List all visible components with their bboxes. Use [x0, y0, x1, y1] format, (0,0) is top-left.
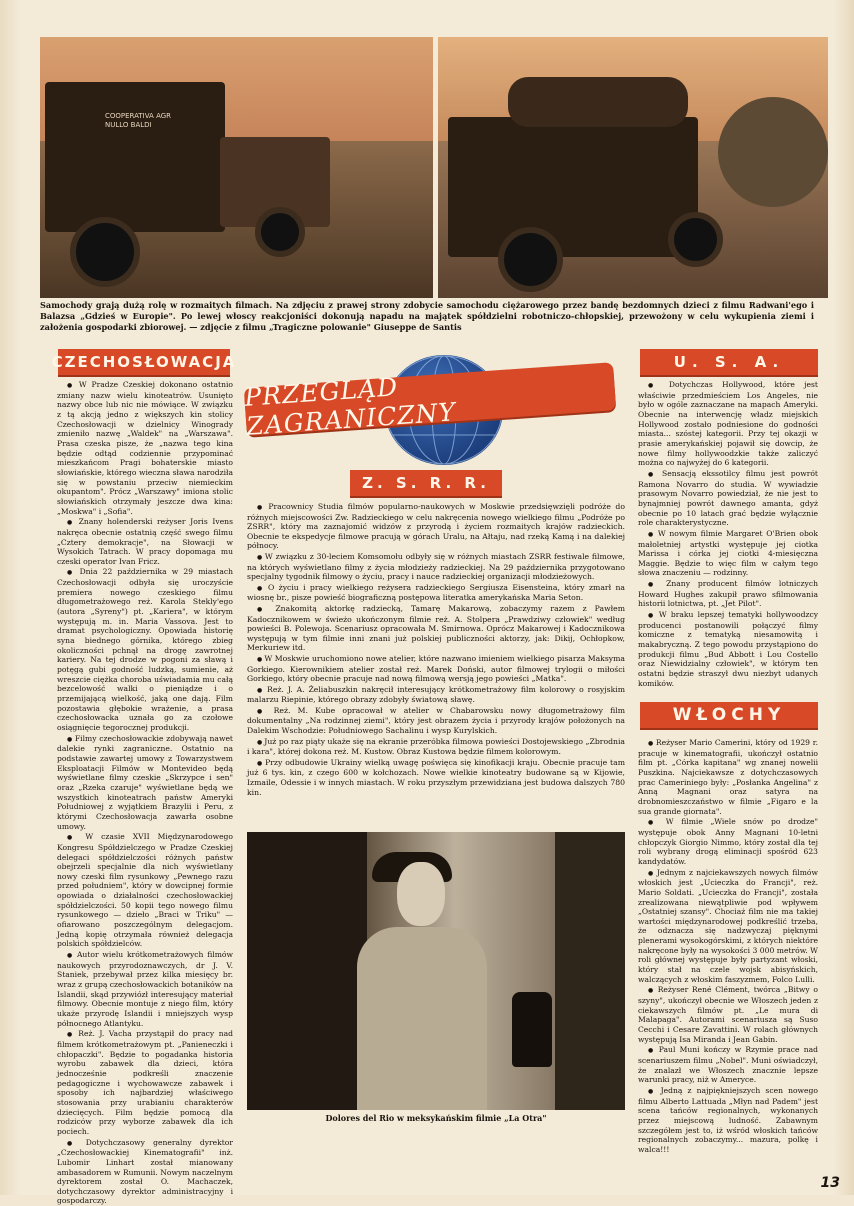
article-paragraph: ● Dnia 22 października w 29 miastach Czechosłowacji odbyła się uroczyście premiera nowego czeskiego filmu długometrażowego reż. Karola Stekly'ego (autora „Syreny") pt. „Kariera", w którym występują m. in. Maria Vassova. Jest to dramat psychologiczny. Opowiada historię syna biednego górnika, którego zbieg okoliczności pchnął na drogę zawrotnej kariery. Na tej drodze w pogoni za sławą i potęgą gubi godność ludzką, sumienie, aż wreszcie ciężka choroba uświadamia mu całą bezcelowość walki o pieniądze i o przemijającą wielkość, jaką one dają. Film pozostawia głębokie wrażenie, a prasa czechosłowacka uznała go za czołowe osiągnięcie tegorocznej produkcji. — [57, 567, 233, 732]
article-paragraph: ● Znany producent filmów lotniczych Howard Hughes zakupił prawo sfilmowania historii lotnictwa, pt. „Jet Pilot". — [638, 579, 818, 609]
article-paragraph: ● W braku lepszej tematyki hollywoodzcy producenci postanowili połączyć filmy komiczne z tematyką niesamowitą i makabryczną. Z tego powodu przystąpiono do produkcji filmu „Bud Abbott i Lou Costello oraz Niewidzialny człowiek", w którym ten ostatni będzie straszył dwu niezbyt udanych komików. — [638, 610, 818, 688]
article-paragraph: ● Reż. J. Vacha przystąpił do pracy nad filmem krótkometrażowym pt. „Panieneczki i chłopaczki". Będzie to pogadanka historia wyrobu zabawek dla dzieci, która jednocześnie podkreśli znaczenie pedagogiczne i wychowawcze zabawek i sposoby ich najbardziej właściwego stosowania przy urabianiu charakterów dziecięcych. Film będzie pomocą dla rodziców przy wyborze zabawek dla ich pociech. — [57, 1029, 233, 1136]
column-czechoslowacja — [57, 380, 233, 1206]
article-paragraph: ● W filmie „Wiele snów po drodze" występuje obok Anny Magnani 10-letni chłopczyk Giorgio Nimmo, który został dla tej roli wybrany drogą eliminacji spośród 623 kandydatów. — [638, 817, 818, 866]
article-paragraph: ● Filmy czechosłowackie zdobywają nawet dalekie rynki zagraniczne. Ostatnio na podstawie zawartej umowy z Towarzystwem Eksploatacji Filmów w Montevideo będą wyświetlane filmy czeskie „Skrzypce i sen" oraz „Rzeka czaruje" wyświetlane będą we wszystkich kinoteatrach państw Ameryki Południowej z wyjątkiem Brazylii i Peru, z którymi Czechosłowacja zawarła osobne umowy. — [57, 734, 233, 832]
article-paragraph: ● Autor wielu krótkometrażowych filmów naukowych przyrodoznawczych, dr J. V. Staniek, przebywał przez kilka miesięcy br. wraz z grupą czechosłowackich botaników na Islandii, skąd przywiózł interesujący materiał filmowy. Obecnie montuje z niego film, który ukaże przyrodę Islandii i mniejszych wysp północnego Atlantyku. — [57, 950, 233, 1028]
article-paragraph: ● Przy odbudowie Ukrainy wielką uwagę poświęca się kinofikacji kraju. Obecnie pracuje tam już 6 tys. kin, z czego 600 w kołchozach. Nowe wielkie kinoteatry budowane są w Kijowie, Izmaile, Odessie i w innych miastach. W roku przyszłym przewidziana jest budowa dalszych 780 kin. — [247, 758, 625, 797]
truck-sign: COOPERATIVA AGR NULLO BALDI — [105, 112, 172, 129]
column-wlochy — [638, 738, 818, 1154]
photo-dolores-del-rio — [247, 832, 625, 1110]
article-paragraph: ● Znakomitą aktorkę radziecką, Tamarę Makarową, zobaczymy razem z Pawłem Kadocznikowem w świeżo ukończonym filmie reż. A. Stolpera „Prawdziwy człowiek" według powieści B. Polewoja. Scenariusz opracowała M. Smirnowa. Oprócz Makarowej i Kadocznikowa występują w tym filmie inni znani już polskiej publiczności aktorzy, jak: Dikij, Ochłopkow, Merkuriew itd. — [247, 604, 625, 653]
portrait-caption: Dolores del Rio w meksykańskim filmie „La Otra" — [325, 1113, 547, 1123]
article-paragraph: ● O życiu i pracy wielkiego reżysera radzieckiego Sergiusza Eisensteina, który zmarł na wiosnę br., pisze powieść biograficzną postępowa literatka amerykańska Maria Seton. — [247, 583, 625, 603]
article-paragraph: ● Pracownicy Studia filmów popularno-naukowych w Moskwie przedsięwzięli podróże do różnych miejscowości Zw. Radzieckiego w celu nakręcenia nowego wielkiego filmu „Podróże po ZSRR", który ma zaznajomić widzów z przyrodą i życiem rozmaitych krajów radzieckich. Obecnie te ekspedycje filmowe pracują w górach Uralu, na Ałtaju, nad rzeką Kamą i na dalekiej północy. — [247, 502, 625, 551]
section-usa: U. S. A. — [640, 349, 818, 375]
article-paragraph: ● Jedną z najpiękniejszych scen nowego filmu Alberto Lattuada „Młyn nad Padem" jest scena tańców regionalnych, wykonanych przez miejscową ludność. Zabawnym szczegółem jest to, iż wśród włoskich tańców regionalnych zobaczymy... mazura, polkę i walca!!! — [638, 1086, 818, 1155]
article-paragraph: ● Jednym z najciekawszych nowych filmów włoskich jest „Ucieczka do Francji", reż. Mario Soldati. „Ucieczka do Francji", została zrealizowana niewątpliwie pod wpływem „Ostatniej szansy". Chociaż film nie ma takiej wartości międzynarodowej podkreślić trzeba, że odznacza się nadzwyczaj pięknymi plenerami wysokogórskimi, z których niektóre nakręcone były na wysokości 3 000 metrów. W roli głównej występuje były partyzant włoski, który stał na czele wojsk abisyńskich, walczących z włoskim faszyzmem, Folco Lulli. — [638, 868, 818, 985]
article-paragraph: ● Dotychczasowy generalny dyrektor „Czechosłowackiej Kinematografii" inż. Lubomir Linhart został mianowany ambasadorem w Rumunii. Nowym naczelnym dyrektorem został O. Machaczek, dotychczasowy dyrektor administracyjny i gospodarczy. — [57, 1138, 233, 1206]
article-paragraph: ● Znany holenderski reżyser Joris Ivens nakręca obecnie ostatnią część swego filmu „Cztery demokracje", na Słowacji w Wysokich Tatrach. W pracy dopomaga mu czeski operator Ivan Fricz. — [57, 517, 233, 566]
section-wlochy: WŁOCHY — [640, 702, 818, 728]
article-paragraph: ● Reżyser René Clément, twórca „Bitwy o szyny", ukończył obecnie we Włoszech jeden z ciekawszych filmów pt. „Le mura di Malapaga". Autorami scenariusza są Suso Cecchi i Cesare Zavattini. W rolach głównych występują Isa Miranda i Jean Gabin. — [638, 985, 818, 1044]
article-paragraph: ● W nowym filmie Margaret O'Brien obok małoletniej artystki występuje jej ciotka Marissa i córka jej ciotki 4-miesięczna Maggie. Będzie to więc film w całym tego słowa znaczeniu — rodzinny. — [638, 529, 818, 578]
article-paragraph: ● Sensacją ekssotilcy filmu jest powrót Ramona Novarro do studia. W wywiadzie prasowym Novarro powiedział, że nie jest to bynajmniej powrót dawnego amanta, gdyż obecnie po 10 latach grać będzie wyłącznie role charakterystyczne. — [638, 469, 818, 528]
article-paragraph: ● Reż. M. Kube opracował w atelier w Chabarowsku nowy długometrażowy film dokumentalny „Na rodzinnej ziemi", który jest obrazem życia i przyrody krajów położonych na Dalekim Wschodzie: Południowego Sachalinu i wysp Kurylskich. — [247, 706, 625, 736]
column-zsrr — [247, 502, 625, 824]
photo-truck-raid — [40, 37, 433, 298]
section-czechoslowacja: CZECHOSŁOWACJA — [58, 349, 230, 375]
article-paragraph: ● W Pradze Czeskiej dokonano ostatnio zmiany nazw wielu kinoteatrów. Usunięto nazwy obce lub nic nie mówiące. W związku z tą akcją jedno z większych kin stolicy Czechosłowacji w dzielnicy Winogrady zmieniło nazwę „Waldek" na „Warszawa". Prasa czeska pisze, że „nazwa tego kina będzie odtąd codziennie przypominać mieszkańcom Pragi bohaterskie miasto słowiańskie, którego wieczna sława narodziła się w powstaniu przeciw niemieckim okupantom". Prócz „Warszawy" imiona stolic słowiańskich otrzymały jeszcze dwa kina: „Moskwa" i „Sofia". — [57, 380, 233, 516]
article-paragraph: ● W Moskwie uruchomiono nowe atelier, które nazwano imieniem wielkiego pisarza Maksyma Gorkiego. Kierownikiem atelier został reż. Marek Doński, autor filmowej trylogii o miłości Gorkiego, który obecnie pracuje nad nową filmową wersją jego powieści „Matka". — [247, 654, 625, 684]
column-usa — [638, 380, 818, 698]
section-zsrr: Z. S. R. R. — [350, 470, 502, 496]
article-paragraph: ● Paul Muni kończy w Rzymie prace nad scenariuszem filmu „Nobel". Muni oświadczył, że znalazł we Włoszech znacznie lepsze warunki pracy, niż w Ameryce. — [638, 1045, 818, 1085]
article-paragraph: ● Reżyser Mario Camerini, który od 1929 r. pracuje w kinematografii, ukończył ostatnio film pt. „Córka kapitana" wg znanej nowelii Puszkina. Najciekawsze z dotychczasowych prac Cameriniego były: „Posłanka Angelina" z Anną Magnani oraz satyra na drobnomieszczaństwo w filmie „Figaro e la sua grande giornata". — [638, 738, 818, 816]
top-photo-caption: Samochody grają dużą rolę w rozmaitych filmach. Na zdjęciu z prawej strony zdobycie samochodu ciężarowego przez bandę bezdomnych dzieci z filmu Radwani'ego i Balazsa „Gdzieś w Europie". Po lewej włoscy reakcjoniści dokonują napadu na majątek spółdzielni robotniczo-chłopskiej, przewożony w celu wykupienia ziemi i założenia gospodarki zbiorowej. — zdjęcie z filmu „Tragiczne polowanie" Giuseppe de Santis — [40, 300, 814, 332]
page-number: 13 — [820, 1175, 840, 1191]
article-paragraph: ● W związku z 30-leciem Komsomołu odbyły się w różnych miastach ZSRR festiwale filmowe, na których wyświetlano filmy z życia młodzieży radzieckiej. Na 29 października przygotowano specjalny tygodnik filmowy o życiu, pracy i nauce radzieckiej organizacji młodzieżowych. — [247, 552, 625, 582]
article-paragraph: ● Już po raz piąty ukaże się na ekranie przeróbka filmowa powieści Dostojewskiego „Zbrodnia i kara", której dokona reż. M. Kustow. Obraz Kustowa będzie filmem kolorowym. — [247, 737, 625, 757]
article-paragraph: ● Reż. J. A. Żeliabuszkin nakręcił interesujący krótkometrażowy film kolorowy o rosyjskim malarzu Riepinie, którego obrazy zdobyły światową sławę. — [247, 685, 625, 705]
banner-title: PRZEGLĄD ZAGRANICZNY — [244, 362, 616, 436]
photo-truck-children — [438, 37, 828, 298]
article-paragraph: ● Dotychczas Hollywood, które jest właściwie przedmieściem Los Angeles, nie było w ogóle zaznaczane na mapach Ameryki. Obecnie na interwencję władz miejskich Hollywood zostało podniesione do godności miasta... szóstej kategorii. Przy tej okazji w prasie amerykańskiej pojawił się dowcip, że nowe filmy hollywoodzkie także zaliczyć można co najwyżej do 6 kategorii. — [638, 380, 818, 468]
truck-shape — [45, 82, 225, 232]
article-paragraph: ● W czasie XVII Międzynarodowego Kongresu Spółdzielczego w Pradze Czeskiej delegaci spółdzielczości różnych państw obejrzeli specjalnie dla nich wyświetlany nowy czeski film rysunkowy „Pewnego razu przed południem", który w dowcipnej formie opowiada o działalności czechosłowackiej spółdzielczości. 50 kopii tego nowego filmu rysunkowego — dzieło „Braci w Triku" — ofiarowano poszczególnym delegacjom. Jedną kopię otrzymała również delegacja polskich spółdzielców. — [57, 832, 233, 949]
